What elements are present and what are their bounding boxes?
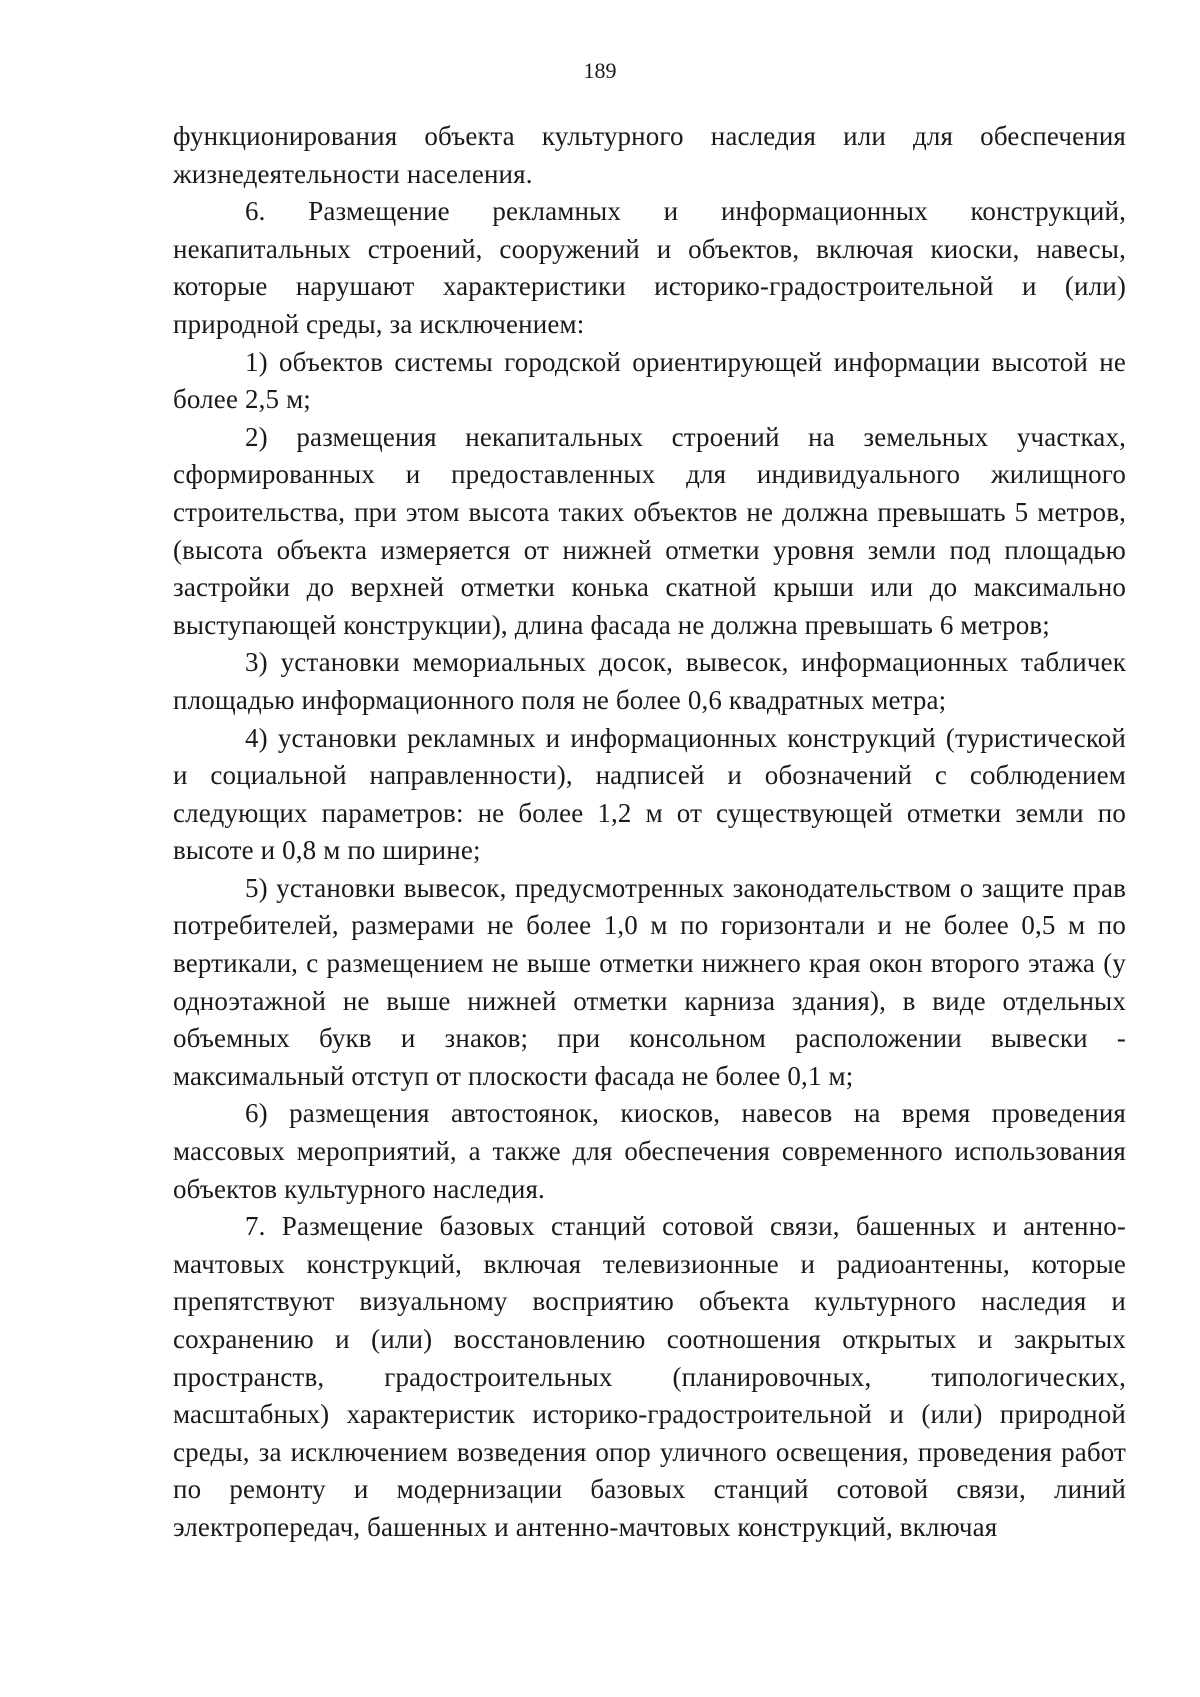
paragraph-item-7: 7. Размещение базовых станций сотовой связи, башенных и антенно-мачтовых конструкций, включая телевизионные и радиоантенны, которые препятствуют визуальному восприятию объекта культурного наследия и сохранению и (или) восстановлению соотношения открытых и закрытых пространств, градостроительных (планировочных, типологических, масштабных) характеристик историко-градостроительной и (или) природной среды, за исключением возведения опор уличного освещения, проведения работ по ремонту и модернизации базовых станций сотовой связи, линий электропередач, башенных и антенно-мачтовых конструкций, включая (173, 1211, 1126, 1542)
paragraph-subitem-4: 4) установки рекламных и информационных конструкций (туристической и социальной направленности), надписей и обозначений с соблюдением следующих параметров: не более 1,2 м от существующей отметки земли по высоте и 0,8 м по ширине; (173, 722, 1126, 866)
paragraph-subitem-3: 3) установки мемориальных досок, вывесок, информационных табличек площадью информационного поля не более 0,6 квадратных метра; (173, 647, 1126, 715)
paragraph-subitem-6: 6) размещения автостоянок, киосков, навесов на время проведения массовых мероприятий, а также для обеспечения современного использования объектов культурного наследия. (173, 1098, 1126, 1204)
document-body (173, 118, 1126, 1547)
paragraph-item-6: 6. Размещение рекламных и информационных конструкций, некапитальных строений, сооружений и объектов, включая киоски, навесы, которые нарушают характеристики историко-градостроительной и (или) природной среды, за исключением: (173, 196, 1126, 339)
page-number: 189 (583, 58, 617, 83)
paragraph-subitem-2: 2) размещения некапитальных строений на земельных участках, сформированных и предоставленных для индивидуального жилищного строительства, при этом высота таких объектов не должна превышать 5 метров, (высота объекта измеряется от нижней отметки уровня земли под площадью застройки до верхней отметки конька скатной крыши или до максимально выступающей конструкции), длина фасада не должна превышать 6 метров; (173, 421, 1126, 640)
paragraph-continuation: функционирования объекта культурного наследия или для обеспечения жизнедеятельности населения. (173, 121, 1126, 189)
paragraph-subitem-1: 1) объектов системы городской ориентирующей информации высотой не более 2,5 м; (173, 346, 1126, 415)
paragraph-subitem-5: 5) установки вывесок, предусмотренных законодательством о защите прав потребителей, размерами не более 1,0 м по горизонтали и не более 0,5 м по вертикали, с размещением не выше отметки нижнего края окон второго этажа (у одноэтажной не выше нижней отметки карниза здания), в виде отдельных объемных букв и знаков; при консольном расположении вывески - максимальный отступ от плоскости фасада не более 0,1 м; (173, 872, 1126, 1091)
